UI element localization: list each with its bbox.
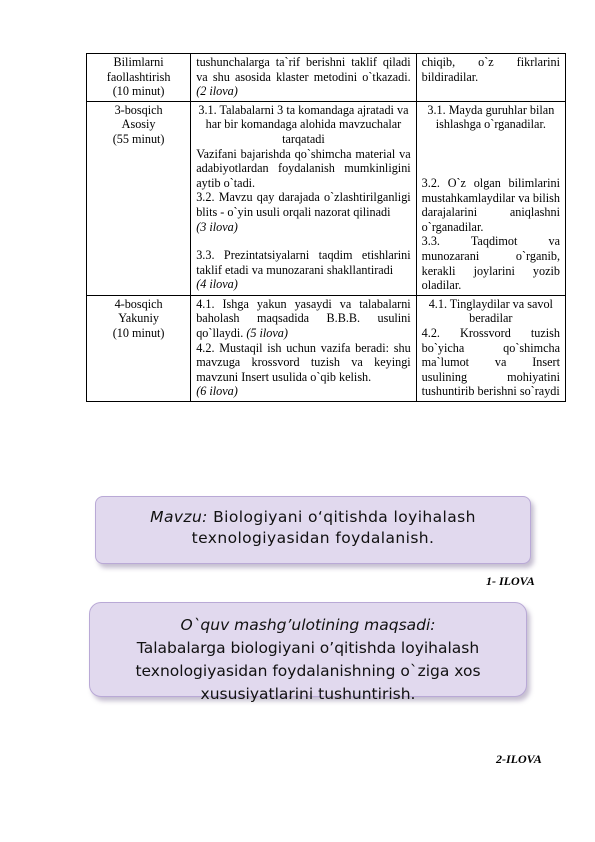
teacher-step: Vazifani bajarishda qo`shimcha material va adabiyotlardan foydalanish mumkinligini aytib o`tadi.	[196, 146, 411, 190]
stage-line: (10 minut)	[112, 84, 165, 99]
lesson-plan-table	[86, 53, 566, 402]
students-text: chiqib, o`z fikrlarini bildiradilar.	[421, 55, 560, 84]
table-row	[87, 101, 566, 295]
ilova-ref: (4 ilova)	[196, 277, 238, 292]
stage-line: faollashtirish	[106, 69, 171, 84]
teacher-step: 3.3. Prezintatsiyalarni taqdim etishlarini taklif etadi va munozarani shakllantiradi	[196, 248, 411, 277]
topic-label: Mavzu:	[150, 508, 208, 526]
teacher-step: 3.2. Mavzu qay darajada o`zlashtirilganligi blits - o`yin usuli orqali nazorat qilinadi	[196, 190, 411, 219]
students-step: 4.1. Tinglaydilar va savol beradilar	[428, 296, 553, 326]
teacher-step: 3.1. Talabalarni 3 ta komandaga ajratadi va har bir komandaga alohida mavzuchalar tarqatadi	[198, 102, 409, 146]
stage-line: 4-bosqich	[114, 296, 163, 311]
students-step: 3.3. Taqdimot va munozarani o`rganib, kerakli joylarini yozib oladilar.	[421, 234, 560, 293]
students-cell	[416, 101, 565, 295]
stage-line: Bilimlarni	[113, 55, 164, 69]
topic-banner	[95, 496, 531, 564]
stage-line: 3-bosqich	[114, 102, 163, 117]
stage-cell	[87, 101, 191, 295]
goal-text	[90, 614, 526, 706]
stage-line: (10 minut)	[112, 325, 165, 340]
ilova-ref: (5 ilova)	[246, 325, 288, 340]
stage-line: (55 minut)	[112, 131, 165, 146]
goal-label: O`quv mashg’ulotining maqsadi:	[180, 616, 436, 634]
goal-line: xususiyatlarini tushuntirish.	[200, 685, 416, 703]
teacher-cell	[191, 295, 416, 401]
teacher-step: 4.2. Mustaqil ish uchun vazifa beradi: shu mavzuga krossvord tuzish va keyingi mavzuni Insert usulida o`qib kelish.	[196, 340, 411, 384]
topic-line: texnologiyasidan foydalanish.	[191, 529, 435, 547]
stage-cell	[87, 295, 191, 401]
stage-line: Asosiy	[121, 117, 156, 132]
teacher-text: tushunchalarga ta`rif berishni taklif qiladi va shu asosida klaster metodini o`tkazadi.	[196, 55, 411, 84]
goal-banner	[89, 602, 527, 703]
ilova-2-label: 2-ILOVA	[496, 752, 542, 766]
students-cell	[416, 54, 565, 102]
ilova-1-label: 1- ILOVA	[486, 574, 535, 588]
ilova-ref: (2 ilova)	[196, 84, 238, 99]
topic-text	[96, 507, 530, 549]
students-step: 3.2. O`z olgan bilimlarini mustahkamlaydilar va bilish darajalarini aniqlashni o`rganadilar.	[421, 175, 560, 234]
table-row	[87, 54, 566, 102]
table-row	[87, 295, 566, 401]
goal-line: Talabalarga biologiyani o’qitishda loyihalash	[136, 639, 480, 657]
goal-line: texnologiyasidan foydalanishning o`ziga xos	[135, 662, 481, 680]
topic-line: Biologiyani o‘qitishda loyihalash	[213, 508, 476, 526]
stage-line: Yakuniy	[118, 311, 159, 326]
students-cell	[416, 295, 565, 401]
stage-cell	[87, 54, 191, 102]
ilova-ref: (3 ilova)	[196, 219, 238, 234]
teacher-cell	[191, 54, 416, 102]
teacher-text: 4.1. Ishga yakun yasaydi va talabalarni baholash maqsadida B.B.B. usulini qo`llaydi.	[196, 296, 411, 340]
ilova-ref: (6 ilova)	[196, 384, 238, 399]
students-step: 4.2. Krossvord tuzish bo`yicha qo`shimcha ma`lumot va Insert usulining mohiyatini tushuntirib berishni so`raydi	[421, 325, 560, 399]
teacher-cell	[191, 101, 416, 295]
teacher-step	[196, 297, 410, 341]
students-step: 3.1. Mayda guruhlar bilan ishlashga o`rganadilar.	[427, 102, 555, 132]
